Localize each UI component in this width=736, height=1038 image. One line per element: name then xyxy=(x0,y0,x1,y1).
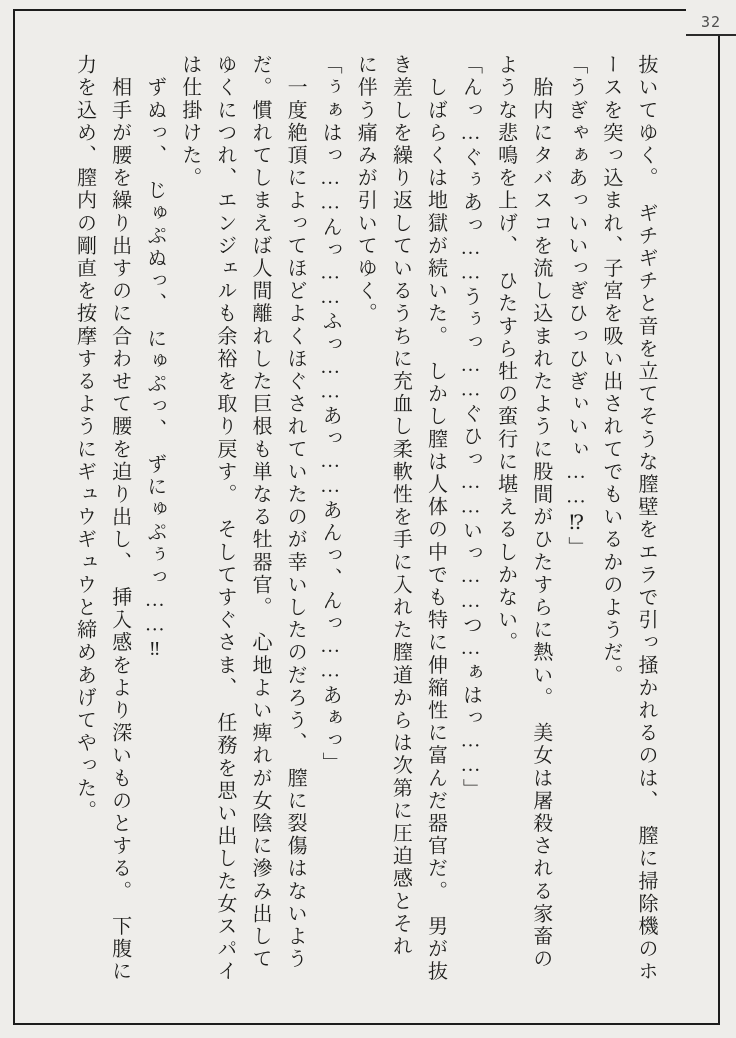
text-column: ような悲鳴を上げ、 ひたすら牡の蛮行に堪えるしかない。 xyxy=(494,54,517,655)
text-column: に伴う痛みが引いてゆく。 xyxy=(354,54,377,326)
page-number-box xyxy=(686,0,736,36)
text-column: き差しを繰り返しているうちに充血し柔軟性を手に入れた膣道からは次第に圧迫感とそれ xyxy=(389,54,412,958)
text-column: 「ぅぁはっ……んっ……ふっ……あっ……あんっ、んっ……あぁっ」 xyxy=(319,54,342,775)
text-column: ずぬっ、 じゅぷぬっ、 にゅぷっ、 ずにゅぷぅっ……‼ xyxy=(143,54,166,663)
text-column: ースを突っ込まれ、子宮を吸い出されてでもいるかのようだ。 xyxy=(599,54,622,687)
text-column: は仕掛けた。 xyxy=(178,54,201,190)
text-column: 力を込め、膣内の剛直を按摩するようにギュウギュウと締めあげてやった。 xyxy=(73,54,96,823)
text-column: 一度絶頂によってほどよくほぐされていたのが幸いしたのだろう、 膣に裂傷はないよう xyxy=(284,54,307,971)
page-number: 32 xyxy=(700,13,722,31)
text-column: 「うぎゃぁあっいいっぎひっひぎぃいぃ……⁉」 xyxy=(564,54,587,560)
text-column: 「んっ…ぐぅあっ……うぅっ……ぐひっ……いっ……つ…ぁはっ……」 xyxy=(459,54,482,802)
page-text xyxy=(66,54,663,1004)
text-column: だ。慣れてしまえば人間離れした巨根も単なる牡器官。 心地よい痺れが女陰に滲み出して xyxy=(248,54,271,971)
text-column: 胎内にタバスコを流し込まれたように股間がひたすらに熱い。 美女は屠殺される家畜の xyxy=(529,54,552,971)
text-column: 相手が腰を繰り出すのに合わせて腰を迫り出し、 挿入感をより深いものとする。 下腹に xyxy=(108,54,131,984)
text-column: ゆくにつれ、エンジェルも余裕を取り戻す。 そしてすぐさま、 任務を思い出した女スパイ xyxy=(213,54,236,984)
text-column: 抜いてゆく。 ギチギチと音を立てそうな膣壁をエラで引っ掻かれるのは、 膣に掃除機のホ xyxy=(635,54,657,984)
text-column: しばらくは地獄が続いた。 しかし膣は人体の中でも特に伸縮性に富んだ器官だ。 男が抜 xyxy=(424,54,447,984)
